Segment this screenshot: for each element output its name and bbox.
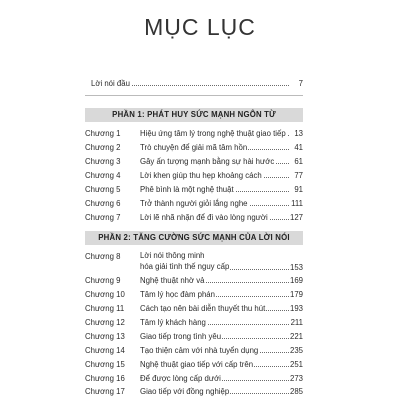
toc-row-chapter-16 — [85, 372, 303, 385]
chapter-title: Lời khen giúp thu hẹp khoảng cách — [140, 171, 262, 180]
chapter-title: Lời lẽ nhã nhặn để đi vào lòng người — [140, 213, 268, 222]
chapter-title: Trò chuyện để giải mã tâm hồn — [140, 143, 248, 152]
toc-row-chapter-3 — [85, 155, 303, 168]
chapter-title: Giao tiếp trong tình yêu — [140, 332, 222, 341]
toc-row-chapter-5 — [85, 183, 303, 196]
chapter-number: Chương 4 — [85, 171, 121, 180]
chapter-title: Nghệ thuật nhờ vả — [140, 276, 205, 285]
chapter-title: Nghệ thuật giao tiếp với cấp trên — [140, 360, 254, 369]
intro-page: 7 — [298, 79, 303, 88]
chapter-number: Chương 15 — [85, 360, 125, 369]
chapter-title-line-1: Lời nói thông minh — [140, 251, 205, 260]
chapter-page: 153 — [289, 263, 303, 272]
chapter-number: Chương 17 — [85, 387, 125, 396]
toc-row-chapter-11 — [85, 302, 303, 315]
chapter-title: Trở thành người giỏi lắng nghe — [140, 199, 248, 208]
toc-row-chapter-8 — [85, 250, 303, 274]
chapter-number: Chương 13 — [85, 332, 125, 341]
chapter-number: Chương 11 — [85, 304, 125, 313]
part-2-heading: PHẦN 2: TĂNG CƯỜNG SỨC MẠNH CỦA LỜI NÓI — [85, 231, 303, 245]
part-1-heading: PHẦN 1: PHÁT HUY SỨC MẠNH NGÔN TỪ — [85, 108, 303, 122]
section-divider — [85, 95, 303, 96]
chapter-number: Chương 2 — [85, 143, 121, 152]
chapter-title: Giao tiếp với đồng nghiệp — [140, 387, 230, 396]
toc-row-chapter-10 — [85, 288, 303, 301]
chapter-page: 221 — [289, 332, 303, 341]
chapter-page: 235 — [289, 346, 303, 355]
chapter-page: 251 — [289, 360, 303, 369]
chapter-number: Chương 5 — [85, 185, 121, 194]
toc-row-intro — [85, 77, 303, 90]
toc-row-chapter-7 — [85, 211, 303, 224]
chapter-number: Chương 14 — [85, 346, 125, 355]
chapter-title: Phê bình là một nghệ thuật — [140, 185, 234, 194]
toc-row-chapter-9 — [85, 274, 303, 287]
chapter-number: Chương 12 — [85, 318, 125, 327]
chapter-number: Chương 8 — [85, 252, 121, 261]
chapter-page: 111 — [291, 199, 303, 208]
page-title: MỤC LỤC — [144, 14, 256, 40]
toc-row-chapter-14 — [85, 344, 303, 357]
toc-row-chapter-2 — [85, 141, 303, 154]
chapter-page: 41 — [294, 143, 303, 152]
chapter-number: Chương 7 — [85, 213, 121, 222]
chapter-page: 285 — [289, 387, 303, 396]
chapter-title: Tạo thiện cảm với nhà tuyển dụng — [140, 346, 259, 355]
chapter-title: Hiệu ứng tâm lý trong nghệ thuật giao tiếp — [140, 129, 286, 138]
chapter-page: 169 — [289, 276, 303, 285]
chapter-page: 127 — [289, 213, 303, 222]
chapter-number: Chương 10 — [85, 290, 125, 299]
toc-row-chapter-13 — [85, 330, 303, 343]
chapter-number: Chương 3 — [85, 157, 121, 166]
chapter-title: Tâm lý học đàm phán — [140, 290, 215, 299]
chapter-page: 77 — [294, 171, 303, 180]
toc-row-chapter-12 — [85, 316, 303, 329]
chapter-title: Để được lòng cấp dưới — [140, 374, 221, 383]
toc-row-chapter-17 — [85, 385, 303, 398]
chapter-number: Chương 9 — [85, 276, 121, 285]
toc-row-chapter-4 — [85, 169, 303, 182]
chapter-title: hóa giải tình thế nguy cấp — [140, 262, 230, 271]
chapter-page: 61 — [294, 157, 303, 166]
toc-row-chapter-6 — [85, 197, 303, 210]
chapter-title: Tâm lý khách hàng — [140, 318, 206, 327]
chapter-number: Chương 1 — [85, 129, 121, 138]
chapter-page: 193 — [289, 304, 303, 313]
chapter-page: 91 — [294, 185, 303, 194]
intro-label: Lời nói đầu — [91, 79, 130, 88]
chapter-page: 211 — [290, 318, 303, 327]
chapter-title: Cách tạo nên bài diễn thuyết thu hút — [140, 304, 266, 313]
toc-row-chapter-15 — [85, 358, 303, 371]
chapter-page: 179 — [289, 290, 303, 299]
chapter-page: 273 — [289, 374, 303, 383]
chapter-title: Gây ấn tượng mạnh bằng sự hài hước — [140, 157, 275, 166]
chapter-page: 13 — [294, 129, 303, 138]
toc-row-chapter-1 — [85, 127, 303, 140]
chapter-number: Chương 16 — [85, 374, 125, 383]
chapter-number: Chương 6 — [85, 199, 121, 208]
